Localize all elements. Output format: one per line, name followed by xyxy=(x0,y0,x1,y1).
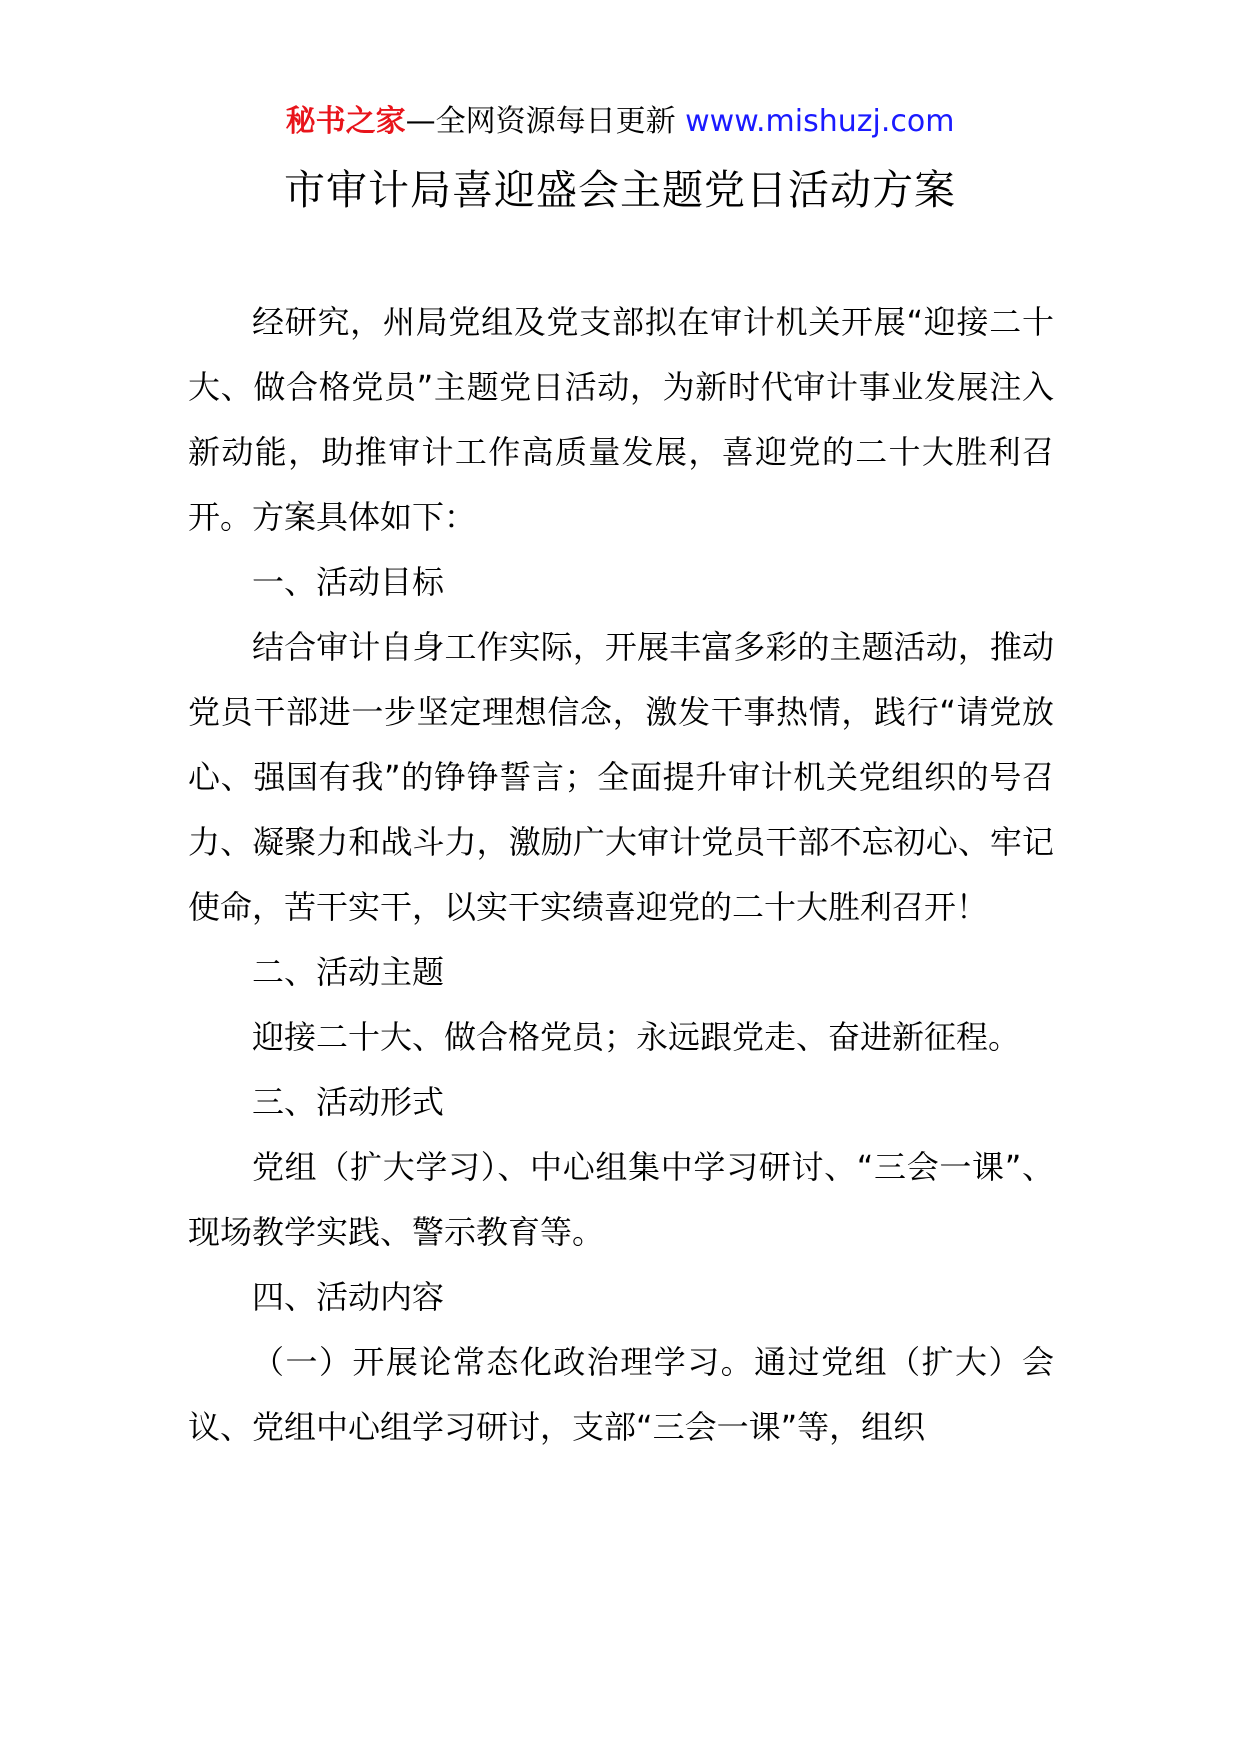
document-title: 市审计局喜迎盛会主题党日活动方案 xyxy=(284,166,956,214)
section-heading-goals: 一、活动目标 xyxy=(252,563,445,601)
content-paragraph-1: （一）开展论常态化政治理学习。通过党组（扩大）会议、党组中心组学习研讨，支部“三会一课”等，组织 xyxy=(188,1343,1054,1446)
brand-name: 秘书之家 xyxy=(285,104,406,139)
section-heading-format: 三、活动形式 xyxy=(252,1083,445,1121)
document-body xyxy=(188,290,1054,1460)
section-heading-theme: 二、活动主题 xyxy=(252,953,445,991)
theme-paragraph: 迎接二十大、做合格党员；永远跟党走、奋进新征程。 xyxy=(252,1018,1021,1056)
format-paragraph: 党组（扩大学习）、中心组集中学习研讨、“三会一课”、现场教学实践、警示教育等。 xyxy=(188,1148,1054,1251)
site-header xyxy=(0,102,1240,142)
intro-paragraph: 经研究，州局党组及党支部拟在审计机关开展“迎接二十大、做合格党员”主题党日活动，为新时代审计事业发展注入新动能，助推审计工作高质量发展，喜迎党的二十大胜利召开。方案具体如下： xyxy=(188,303,1054,536)
site-slogan: —全网资源每日更新 xyxy=(405,104,686,139)
site-url-link[interactable]: www.mishuzj.com xyxy=(685,104,955,139)
section-heading-content: 四、活动内容 xyxy=(252,1278,445,1316)
goals-paragraph: 结合审计自身工作实际，开展丰富多彩的主题活动，推动党员干部进一步坚定理想信念，激发干事热情，践行“请党放心、强国有我”的铮铮誓言；全面提升审计机关党组织的号召力、凝聚力和战斗力，激励广大审计党员干部不忘初心、牢记使命，苦干实干，以实干实绩喜迎党的二十大胜利召开！ xyxy=(188,628,1054,926)
